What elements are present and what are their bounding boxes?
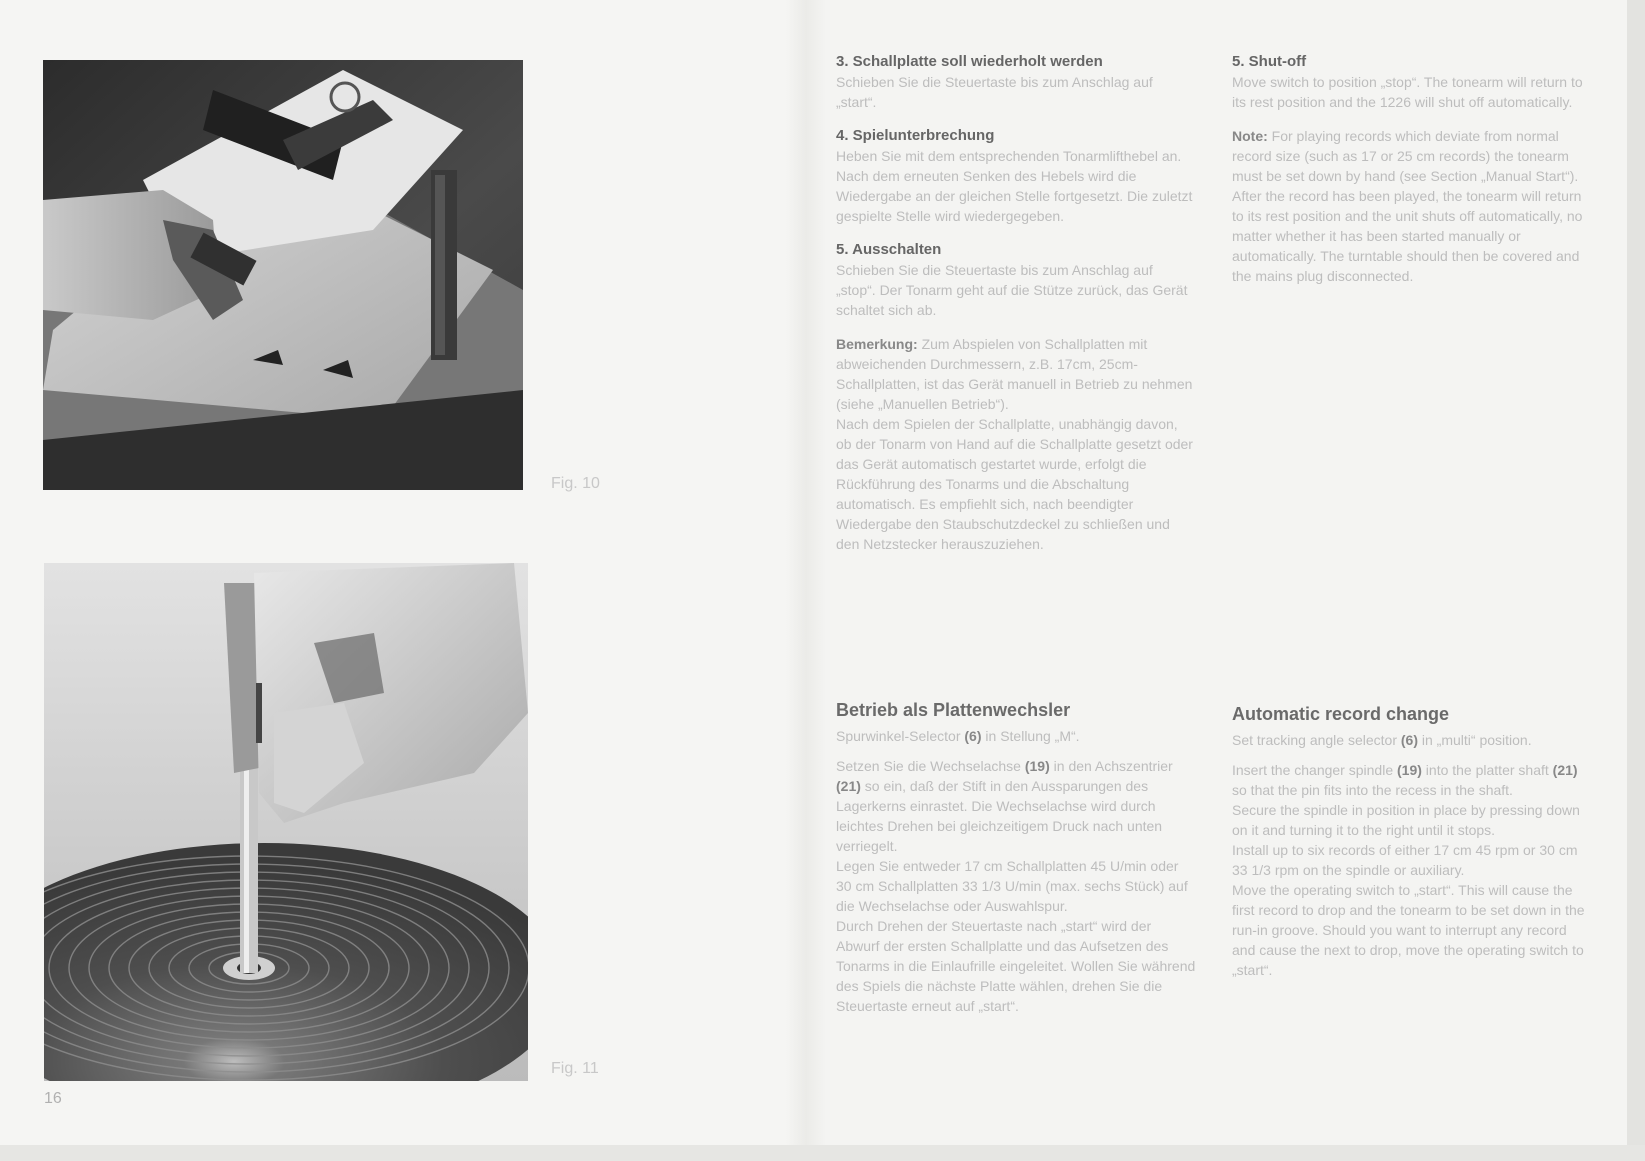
note-label: Bemerkung:	[836, 336, 918, 352]
note-body: For playing records which deviate from normal record size (such as 17 or 25 cm records) the tonearm must be set down by hand (see Section „Manual Start“).	[1232, 128, 1579, 184]
english-record-changer	[1232, 704, 1592, 980]
part-ref: (19)	[1397, 762, 1422, 778]
section-heading: 5. Shut-off	[1232, 53, 1307, 70]
text: Set tracking angle selector	[1232, 732, 1401, 748]
section-repeat	[836, 52, 1196, 112]
figure-10-caption: Fig. 10	[551, 475, 600, 492]
text: so that the pin fits into the recess in the shaft.	[1232, 782, 1513, 798]
text: into the platter shaft	[1421, 762, 1553, 778]
paragraph	[1232, 730, 1592, 750]
part-ref: (21)	[836, 778, 861, 794]
page-number: 16	[44, 1090, 62, 1107]
section-title: Betrieb als Plattenwechsler	[836, 700, 1071, 720]
section-title: Automatic record change	[1232, 704, 1450, 724]
german-record-changer	[836, 700, 1196, 1016]
figure-11-photo	[44, 563, 528, 1081]
note-paragraph-2: Nach dem Spielen der Schallplatte, unabhängig davon, ob der Tonarm von Hand auf die Schallplatte gesetzt oder das Gerät automatisch gestartet wurde, erfolgt die Rückführung des Tonarms und die Abschaltung automatisch. Es empfiehlt sich, nach beendigter Wiedergabe den Staubschutzdeckel zu schließen und den Netzstecker herauszuziehen.	[836, 416, 1193, 552]
section-heading: 4. Spielunterbrechung	[836, 127, 995, 144]
german-instructions-top	[836, 52, 1196, 554]
section-pause	[836, 126, 1196, 226]
text: so ein, daß der Stift in den Aussparungen des Lagerkerns einrastet. Die Wechselachse wird durch leichtes Drehen bei gleichzeitigem Druck nach unten verriegelt.	[836, 778, 1163, 854]
paragraph	[1232, 760, 1592, 800]
note-paragraph	[1232, 126, 1592, 186]
control-switch-photo	[43, 60, 523, 490]
section-shutoff	[836, 240, 1196, 320]
figure-10-photo	[43, 60, 523, 490]
note-paragraph	[836, 334, 1196, 414]
text: in „multi“ position.	[1418, 732, 1532, 748]
paragraph: Durch Drehen der Steuertaste nach „start“ wird der Abwurf der ersten Schallplatte und das Aufsetzen des Tonarms in die Einlaufrille eingeleitet. Wollen Sie während des Spiels die nächste Platte wählen, drehen Sie die Steuertaste erneut auf „start“.	[836, 918, 1196, 1014]
page-edge	[1627, 0, 1645, 1161]
text: Setzen Sie die Wechselachse	[836, 758, 1025, 774]
section-heading: 3. Schallplatte soll wiederholt werden	[836, 53, 1103, 70]
text: in den Achszentrier	[1049, 758, 1173, 774]
part-ref: (6)	[1400, 732, 1418, 748]
section-shutoff	[1232, 52, 1592, 112]
figure-11-caption: Fig. 11	[551, 1060, 599, 1077]
section-body: Schieben Sie die Steuertaste bis zum Anschlag auf „start“.	[836, 74, 1153, 110]
paragraph	[836, 756, 1196, 856]
section-body: Schieben Sie die Steuertaste bis zum Anschlag auf „stop“. Der Tonarm geht auf die Stütze zurück, das Gerät schaltet sich ab.	[836, 262, 1188, 318]
text: Insert the changer spindle	[1232, 762, 1397, 778]
note-label: Note:	[1232, 128, 1268, 144]
english-instructions-top	[1232, 52, 1592, 286]
part-ref: (6)	[964, 728, 982, 744]
part-ref: (19)	[1024, 758, 1050, 774]
section-body: Heben Sie mit dem entsprechenden Tonarmlifthebel an. Nach dem erneuten Senken des Hebels wird die Wiedergabe an der gleichen Stelle fortgesetzt. Die zuletzt gespielte Stelle wird wiedergegeben.	[836, 148, 1193, 224]
text: in Stellung „M“.	[981, 728, 1080, 744]
section-heading: 5. Ausschalten	[836, 241, 942, 258]
page-gutter	[786, 0, 826, 1161]
page-bottom-edge	[0, 1145, 1645, 1161]
note-body: Zum Abspielen von Schallplatten mit abweichenden Durchmessern, z.B. 17cm, 25cm-Schallplatten, ist das Gerät manuell in Betrieb zu nehmen (siehe „Manuellen Betrieb“).	[836, 336, 1193, 412]
paragraph: Move the operating switch to „start“. This will cause the first record to drop and the tonearm to be set down in the run-in groove. Should you want to interrupt any record and cause the next to drop, move the operating switch to „start“.	[1232, 882, 1585, 978]
paragraph	[836, 726, 1196, 746]
paragraph: Install up to six records of either 17 cm 45 rpm or 30 cm 33 1/3 rpm on the spindle or auxiliary.	[1232, 842, 1578, 878]
paragraph: Legen Sie entweder 17 cm Schallplatten 45 U/min oder 30 cm Schallplatten 33 1/3 U/min (max. sechs Stück) auf die Wechselachse oder Auswahlspur.	[836, 858, 1188, 914]
section-body: Move switch to position „stop“. The tonearm will return to its rest position and the 1226 will shut off automatically.	[1232, 74, 1583, 110]
text: Spurwinkel-Selector	[836, 728, 965, 744]
paragraph: Secure the spindle in position in place by pressing down on it and turning it to the right until it stops.	[1232, 802, 1580, 838]
part-ref: (21)	[1552, 762, 1578, 778]
changer-spindle-photo	[44, 563, 528, 1081]
note-paragraph-2: After the record has been played, the tonearm will return to its rest position and the unit shuts off automatically, no matter whether it has been started manually or automatically. The turntable should then be covered and the mains plug disconnected.	[1232, 188, 1583, 284]
